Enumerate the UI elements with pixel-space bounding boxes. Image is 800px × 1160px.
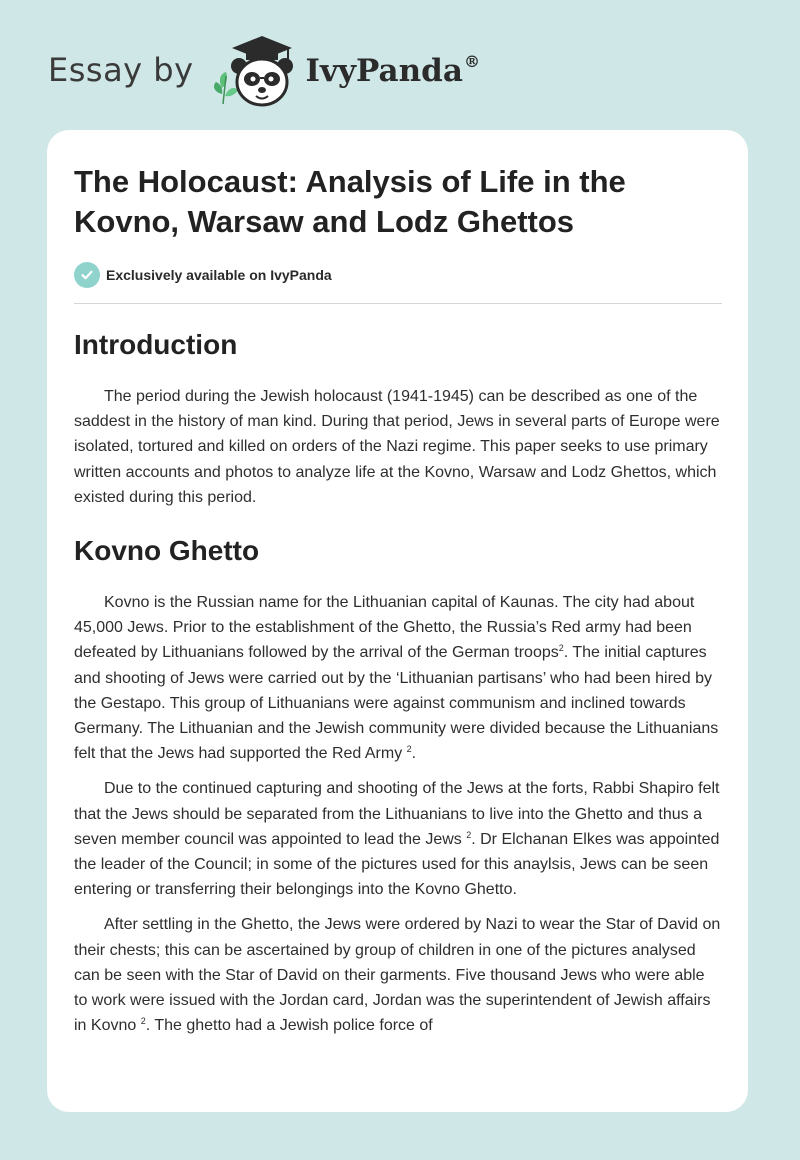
- exclusive-badge: [74, 262, 722, 288]
- reference-mark: 2: [406, 744, 412, 755]
- paragraph: The period during the Jewish holocaust (1941-1945) can be described as one of the saddest in the history of man kind. During that period, Jews in several parts of Europe were isolated, tortured and killed on orders of the Nazi regime. This paper seeks to use primary written accounts and photos to analyze life at the Kovno, Warsaw and Lodz Ghettos, which existed during this period.: [74, 388, 720, 506]
- essay-by-label: Essay by: [48, 51, 194, 89]
- site-header: [48, 30, 480, 110]
- reference-mark: 2: [140, 1016, 146, 1027]
- check-icon: [74, 262, 100, 288]
- paragraph: Kovno is the Russian name for the Lithuanian capital of Kaunas. The city had about 45,000 Jews. Prior to the establishment of the Ghetto, the Russia’s Red army had been defeated by Lithuanians followed by the arrival of the German troops$^2$. The initial captures and shooting of Jews were carried out by the ‘Lithuanian partisans’ who had been hired by the Gestapo. This group of Lithuanians were against communism and inclined towards Germany. The Lithuanian and the Jewish community were divided because the Lithuanians felt that the Jews had supported the Red Army $^2$.: [74, 594, 719, 763]
- section-heading-introduction: Introduction: [74, 329, 238, 360]
- exclusive-badge-text: Exclusively available on IvyPanda: [106, 267, 332, 283]
- panda-logo-icon[interactable]: [208, 30, 300, 110]
- paragraph: Due to the continued capturing and shooting of the Jews at the forts, Rabbi Shapiro felt that the Jews should be separated from the Lithuanians to live into the Ghetto and thus a seven member council was appointed to lead the Jews $^2$. Dr Elchanan Elkes was appointed the leader of the Council; in some of the pictures used for this anaylsis, Jews can be seen entering or transferring their belongings into the Kovno Ghetto.: [74, 780, 720, 899]
- divider: [74, 303, 722, 304]
- essay-content: [74, 162, 722, 1048]
- essay-card: [47, 130, 748, 1112]
- paragraph: After settling in the Ghetto, the Jews were ordered by Nazi to wear the Star of David on their chests; this can be ascertained by group of children in one of the pictures analysed can be seen with the Star of David on their garments. Five thousand Jews who were able to work were issued with the Jordan card, Jordan was the superintendent of Jewish affairs in Kovno $^2$. The ghetto had a Jewish police force of: [74, 916, 721, 1035]
- essay-title: The Holocaust: Analysis of Life in the Kovno, Warsaw and Lodz Ghettos: [74, 164, 626, 239]
- brand-name[interactable]: IvyPanda®: [305, 51, 480, 89]
- registered-mark: ®: [463, 51, 480, 71]
- reference-mark: 2: [466, 829, 472, 840]
- reference-mark: 2: [558, 643, 564, 654]
- section-heading-kovno-ghetto: Kovno Ghetto: [74, 535, 260, 567]
